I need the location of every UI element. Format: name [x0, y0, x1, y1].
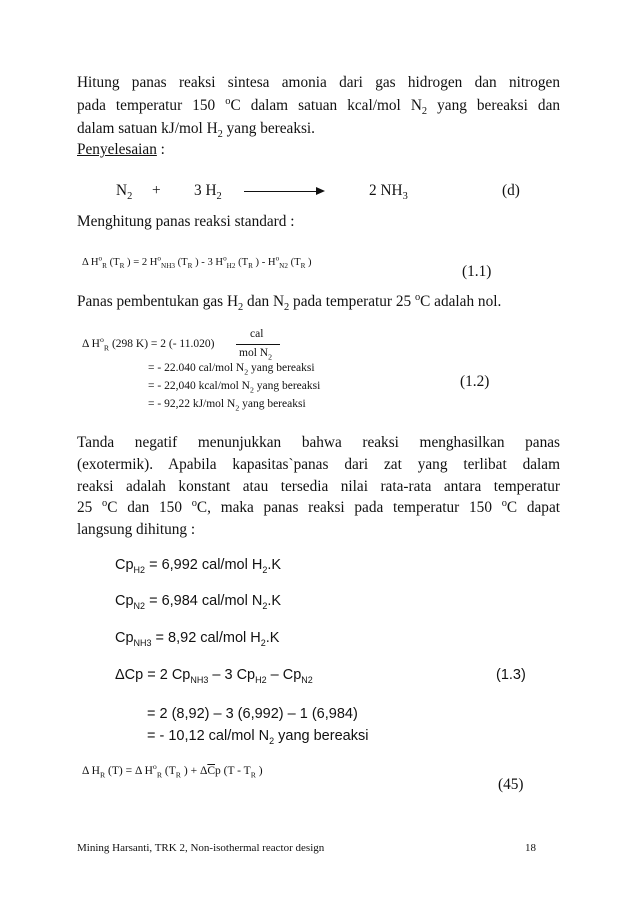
reaction-plus: +: [152, 182, 161, 199]
paragraph-2-line-1: Tanda negatif menunjukkan bahwa reaksi menghasilkan panas: [77, 434, 560, 451]
intro-line-2: pada temperatur 150 $^o$C dalam satuan kcal/mol $N_2$ yang bereaksi dan: [77, 95, 561, 118]
equation-1-1: Δ $H^o_R$ ($T_R$ ) = 2 $H^o_{NH3}$ ($T_R$ ) - 3 $H^o_{H2}$ ($T_R$ ) - $H^o_{N2}$ ($T_R$ ): [82, 254, 312, 271]
equation-1-2-label: (1.2): [460, 373, 490, 390]
delta-cp-calc-2: = - 10,12 cal/mol $N_2$ yang bereaksi: [147, 728, 369, 746]
formation-statement: Panas pembentukan gas $H_2$ dan $N_2$ pada temperatur 25 $^o$C adalah nol.: [77, 291, 502, 314]
delta-cp-equation: ΔCp = 2 $Cp_{NH3} - 3$ $Cp_{H2} - Cp_{N2}$: [115, 667, 313, 685]
intro-line-3: dalam satuan kJ/mol $H_2$ yang bereaksi.: [77, 120, 315, 141]
reaction-arrow: [244, 191, 318, 192]
cp-nh3: $Cp_{NH3} = 8,92$ cal/mol $H_2.K$: [115, 630, 280, 648]
standard-heading: Menghitung panas reaksi standard :: [77, 213, 295, 230]
fraction-numerator: cal: [250, 328, 264, 340]
reaction-label: (d): [502, 182, 520, 199]
fraction-bar: [236, 344, 280, 345]
cp-n2: $Cp_{N2} = 6,984$ cal/mol $N_2.K$: [115, 593, 282, 611]
equation-1-2-lhs: Δ $H^o_R$ (298 K) = 2 (- 11.020): [82, 335, 215, 353]
paragraph-2-line-2: (exotermik). Apabila kapasitas`panas dari zat yang terlibat dalam: [77, 456, 560, 473]
equation-1-2-row-1: = - 22.040 cal/mol $N_2$ yang bereaksi: [148, 362, 315, 377]
footer-author: Mining Harsanti, TRK 2, Non-isothermal reactor design: [77, 842, 325, 854]
equation-45-label: (45): [498, 776, 524, 793]
reaction-h2: 3 $H_2$: [194, 182, 222, 203]
page-number: 18: [525, 842, 536, 854]
reaction-nh3: 2 $NH_3$: [369, 182, 408, 203]
reaction-n2: $N_2$: [116, 182, 133, 203]
solution-heading: Penyelesaian :: [77, 141, 165, 158]
equation-1-1-label: (1.1): [462, 263, 492, 280]
equation-1-2-row-2: = - 22,040 kcal/mol $N_2$ yang bereaksi: [148, 380, 321, 395]
equation-1-2-row-3: = - 92,22 kJ/mol $N_2$ yang bereaksi: [148, 398, 306, 413]
equation-45: Δ $H_R$ (T) = Δ $H^o_R$ ($T_R$ ) + $\Delta\overline{C}p$ ($T - T_R$ ): [82, 762, 263, 780]
cp-h2: $Cp_{H2} = 6,992$ cal/mol $H_2.K$: [115, 557, 282, 575]
delta-cp-calc-1: = 2 (8,92) – 3 (6,992) – 1 (6,984): [147, 706, 358, 722]
paragraph-2-line-4: 25 $^o$C dan 150 $^o$C, maka panas reaksi pada temperatur 150 $^o$C dapat: [77, 497, 560, 516]
reaction-arrow-head: [316, 187, 325, 195]
paragraph-2-line-5: langsung dihitung :: [77, 521, 196, 538]
paragraph-2-line-3: reaksi adalah konstant atau tersedia nilai rata-rata antara temperatur: [77, 478, 560, 495]
fraction-denominator: mol $N_2$: [239, 347, 272, 362]
intro-line-1: Hitung panas reaksi sintesa amonia dari gas hidrogen dan nitrogen: [77, 74, 560, 91]
delta-cp-label: (1.3): [496, 667, 526, 683]
